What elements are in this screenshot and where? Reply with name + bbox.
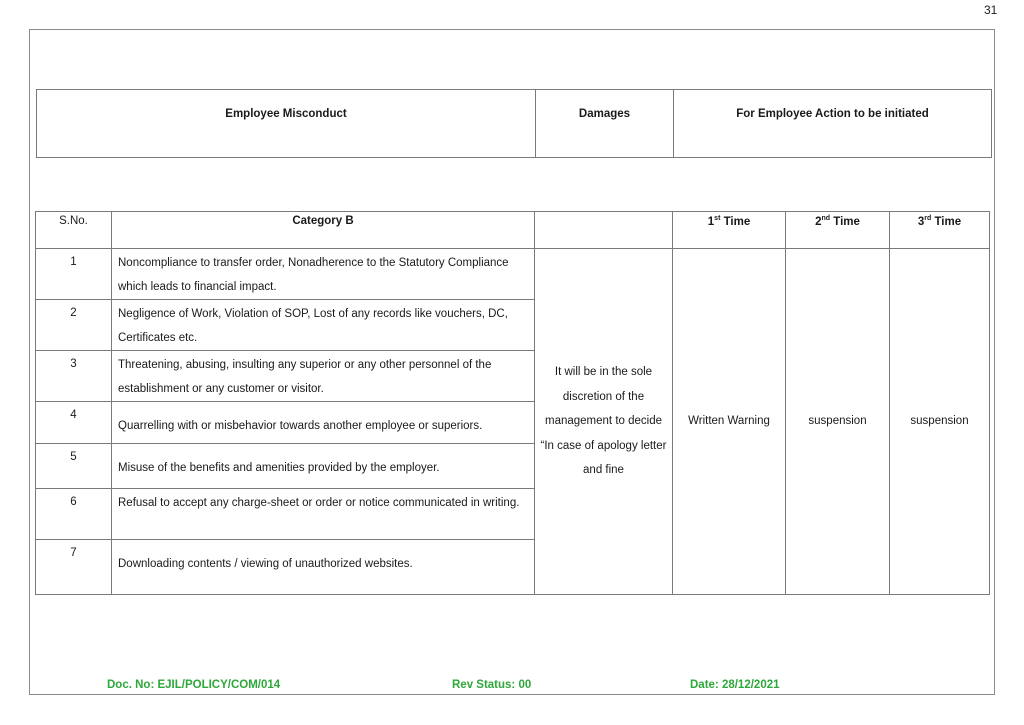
row-description: Misuse of the benefits and amenities provided by the employer. — [112, 444, 535, 489]
row-sno: 1 — [36, 249, 112, 300]
first-time-action: Written Warning — [673, 249, 786, 595]
header-employee-misconduct: Employee Misconduct — [37, 90, 536, 158]
row-sno: 3 — [36, 351, 112, 402]
row-description: Threatening, abusing, insulting any superior or any other personnel of the establishment or any customer or visitor. — [112, 351, 535, 402]
row-description: Downloading contents / viewing of unauthorized websites. — [112, 540, 535, 595]
col-second-time: 2nd Time — [786, 212, 890, 249]
row-description: Noncompliance to transfer order, Nonadherence to the Statutory Compliance which leads to financial impact. — [112, 249, 535, 300]
header-damages: Damages — [536, 90, 674, 158]
header-action: For Employee Action to be initiated — [674, 90, 992, 158]
misconduct-table — [35, 211, 990, 595]
col-third-time: 3rd Time — [890, 212, 990, 249]
col-category: Category B — [112, 212, 535, 249]
col-first-time: 1st Time — [673, 212, 786, 249]
second-time-action: suspension — [786, 249, 890, 595]
row-sno: 2 — [36, 300, 112, 351]
row-description: Refusal to accept any charge-sheet or order or notice communicated in writing. — [112, 489, 535, 540]
row-sno: 5 — [36, 444, 112, 489]
col-damages — [535, 212, 673, 249]
table-row — [36, 249, 990, 300]
row-sno: 7 — [36, 540, 112, 595]
row-sno: 4 — [36, 402, 112, 444]
footer-date: Date: 28/12/2021 — [690, 679, 780, 691]
footer-rev-status: Rev Status: 00 — [452, 679, 532, 691]
row-description: Quarrelling with or misbehavior towards another employee or superiors. — [112, 402, 535, 444]
col-sno: S.No. — [36, 212, 112, 249]
row-sno: 6 — [36, 489, 112, 540]
third-time-action: suspension — [890, 249, 990, 595]
footer-doc-no: Doc. No: EJIL/POLICY/COM/014 — [107, 679, 281, 691]
header-table — [36, 89, 992, 158]
table-header-row — [36, 212, 990, 249]
damages-cell: It will be in the sole discretion of the management to decide “In case of apology letter and fine — [535, 249, 673, 595]
page-number: 31 — [984, 3, 998, 17]
row-description: Negligence of Work, Violation of SOP, Lost of any records like vouchers, DC, Certificates etc. — [112, 300, 535, 351]
